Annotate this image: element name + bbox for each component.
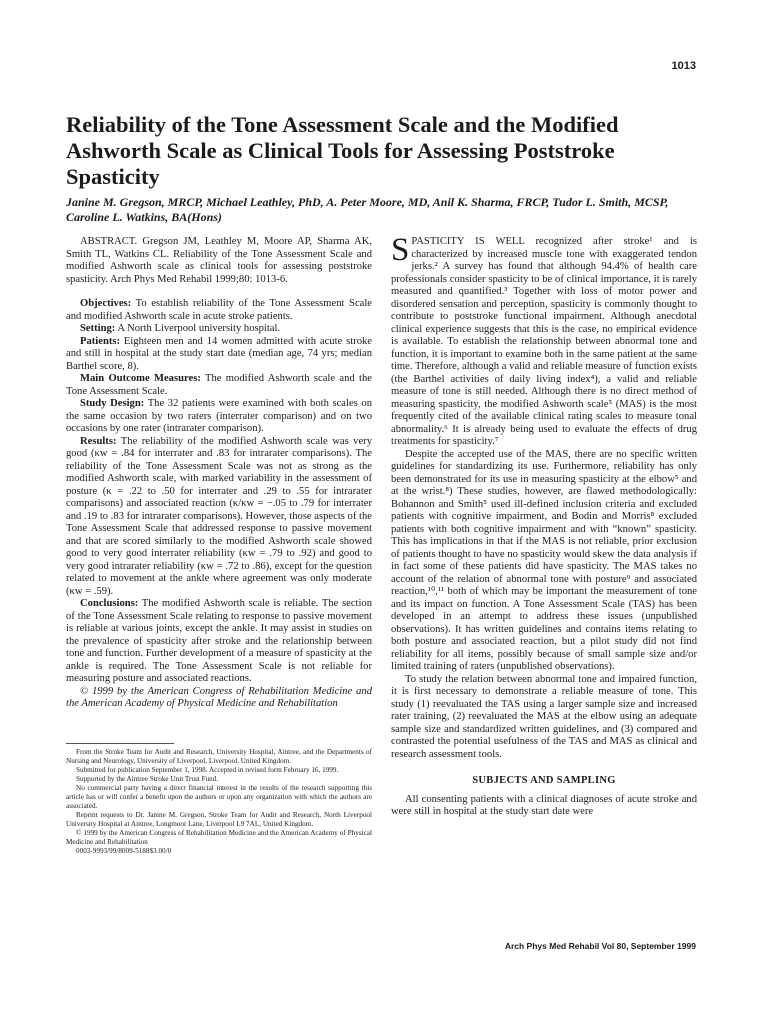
- footnote-copyright: © 1999 by the American Congress of Rehabilitation Medicine and the American Academy of Physical Medicine and Rehabilitation: [66, 828, 372, 846]
- abstract-setting: [66, 323, 372, 336]
- abstract-patients: [66, 336, 372, 374]
- outcome-text: The modified Ashworth scale and the Tone Assessment Scale.: [66, 373, 372, 397]
- page-number: 1013: [671, 60, 696, 72]
- abstract-outcome: [66, 373, 372, 398]
- intro-paragraph-1: [391, 232, 697, 449]
- objectives-label: Objectives:: [80, 298, 132, 309]
- article-title: Reliability of the Tone Assessment Scale and the Modified Ashworth Scale as Clinical Tools for Assessing Poststroke Spasticity: [66, 112, 619, 189]
- left-column: [66, 236, 372, 856]
- setting-label: Setting:: [80, 323, 116, 334]
- conclusions-label: Conclusions:: [80, 598, 139, 609]
- section-heading: SUBJECTS AND SAMPLING: [472, 775, 616, 786]
- objectives-text: To establish reliability of the Tone Assessment Scale and modified Ashworth scale in acute stroke patients.: [66, 298, 372, 322]
- right-column: [391, 232, 697, 819]
- abstract-conclusions: [66, 598, 372, 686]
- patients-label: Patients:: [80, 335, 121, 347]
- footnote-funding: Supported by the Aintree Stroke Unit Trust Fund.: [76, 774, 219, 783]
- abstract-design: [66, 398, 372, 436]
- design-text: The 32 patients were examined with both scales on the same occasion by two raters (interrater comparison) and on two occasions by one rater (intrarater comparison).: [66, 398, 372, 434]
- footnote-issn: 0003-9993/99/8009-5188$3.00/0: [76, 846, 172, 855]
- results-label: Results:: [80, 435, 117, 447]
- intro-paragraph-3: To study the relation between abnormal tone and impaired function, it is first necessary to demonstrate a reliable measure of tone. This study (1) reevaluated the TAS using a larger sample size and increased rater training, (2) reevaluated the MAS at the elbow using an adequate sample size and standardized written guidelines, and (3) compared and contrasted the potential usefulness of the TAS and MAS as clinical and research assessment tools.: [391, 673, 697, 760]
- abstract-objectives: [66, 298, 372, 323]
- footnote-submitted: Submitted for publication September 1, 1998. Accepted in revised form February 16, 1999.: [76, 765, 339, 774]
- abstract-copyright: © 1999 by the American Congress of Rehabilitation Medicine and the American Academy of Physical Medicine and Rehabilitation: [66, 685, 372, 709]
- footnote-reprints: Reprint requests to Dr. Janine M. Gregson, Stroke Team for Audit and Research, North Liverpool University Hospital at Aintree, Longmoor Lane, Liverpool L9 7AL, United Kingdom.: [66, 810, 372, 828]
- abstract-results: [66, 436, 372, 599]
- setting-text: A North Liverpool university hospital.: [117, 323, 281, 334]
- design-label: Study Design:: [80, 398, 145, 409]
- abstract-citation: ABSTRACT. Gregson JM, Leathley M, Moore AP, Sharma AK, Smith TL, Watkins CL. Reliability of the Tone Assessment Scale and modified Ashworth scale as clinical tools for assessing poststroke spasticity. Arch Phys Med Rehabil 1999;80: 1013-6.: [66, 236, 372, 285]
- running-footer: Arch Phys Med Rehabil Vol 80, September 1999: [504, 941, 696, 951]
- outcome-label: Main Outcome Measures:: [80, 373, 201, 384]
- results-text: The reliability of the modified Ashworth scale was very good (κw = .84 for interrater and .83 for intrarater comparisons). The reliability of the Tone Assessment Scale was not as strong as the modified Ashworth scale, with marked variability in the assessment of posture (κ = .22 to .50 for interrater and .29 to .55 for intrarater comparisons) and associated reaction (κ/κw = −.05 to .79 for interrater and .19 to .83 for intrarater comparisons). However, those aspects of the Tone Assessment Scale that addressed response to passive movement and that are scored similarly to the modified Ashworth scale showed good to very good interrater reliability (κw = .79 to .92) and good to very good intrarater reliability (κw = .72 to .86), except for the question related to movement at the ankle where agreement was only moderate (κw = .59).: [66, 435, 372, 597]
- patients-text: Eighteen men and 14 women admitted with acute stroke and still in hospital at the study start date (median age, 74 yrs; median Barthel score, 8).: [66, 335, 372, 372]
- footnote-disclosure: No commercial party having a direct financial interest in the results of the research supporting this article has or will confer a benefit upon the authors or upon any organization with which the authors are associated.: [66, 783, 372, 810]
- conclusions-text: The modified Ashworth scale is reliable. The section of the Tone Assessment Scale relating to response to passive movement is reliable at various joints, except the ankle. It may assist in studies on the prevalence of spasticity after stroke and the relationship between tone and function. Further development of a measure of spasticity at the ankle is required. The Tone Assessment Scale is not reliable for measuring posture and associated reactions.: [66, 598, 373, 684]
- intro-paragraph-1-text: PASTICITY IS WELL recognized after stroke¹ and is characterized by increased muscle tone with exaggerated tendon jerks.² A survey has found that although 94.4% of health care professionals consider spasticity to be of clinical importance, it is rarely measured and quantified.³ Together with loss of motor power and disordered sensation and perception, spasticity is commonly thought to contribute to poststroke functional impairment. Although anecdotal clinical experience suggests that this is the case, no empirical evidence is available. To establish the relationship between abnormal tone and function, it is important to examine both in the same patient at the same time. Therefore, although a valid and reliable measure of function exists (the Barthel activities of daily living index⁴), a valid and reliable measure of tone is still needed. Although there is no direct method of measuring spasticity, the modified Ashworth scale⁵ (MAS) is the most frequently cited of the available clinical rating scales to measure tonal abnormality.⁶ It is already being used to evaluate the effects of drug treatments for spasticity.⁷: [391, 236, 697, 447]
- author-list: Janine M. Gregson, MRCP, Michael Leathley, PhD, A. Peter Moore, MD, Anil K. Sharma, FRCP, Tudor L. Smith, MCSP, Caroline L. Watkins, BA(Hons): [66, 195, 669, 224]
- footnote-affiliation: From the Stroke Team for Audit and Research, University Hospital, Aintree, and the Departments of Nursing and Neurology, University of Liverpool, Liverpool, United Kingdom.: [66, 747, 372, 765]
- subjects-paragraph: All consenting patients with a clinical diagnoses of acute stroke and were still in hospital at the study start date were: [391, 793, 697, 817]
- footnotes: [66, 748, 372, 856]
- intro-paragraph-2: Despite the accepted use of the MAS, there are no specific written guidelines for standardizing its use. Furthermore, reliability has only been demonstrated for its use in measuring spasticity at the elbow⁵ and at the wrist.⁸) These studies, however, are flawed methodologically: Bohannon and Smith⁵ used ill-defined inclusion criteria and excluded patients with cognitive impairment, and Bodin and Morris⁸ excluded patients with both cognitive impairment and with “known” spasticity. This has implications in that if the MAS is not reliable, prior exclusion of patients thought to have no spasticity would skew the data analysis if in fact some of these patients did have spasticity. The MAS takes no account of the relation of abnormal tone with posture⁹ and associated reaction,¹⁰,¹¹ both of which may be important the measurement of tone and its impact on function. A Tone Assessment Scale (TAS) has been developed in an attempt to address these issues (unpublished observations). It has written guidelines and contains items relating to both posture and associated reaction, but a pilot study did not find reliability for all items, possibly because of small sample size and/or limited training of raters (unpublished observations).: [391, 448, 697, 672]
- drop-cap: S: [391, 232, 410, 268]
- footnote-divider: [66, 743, 174, 744]
